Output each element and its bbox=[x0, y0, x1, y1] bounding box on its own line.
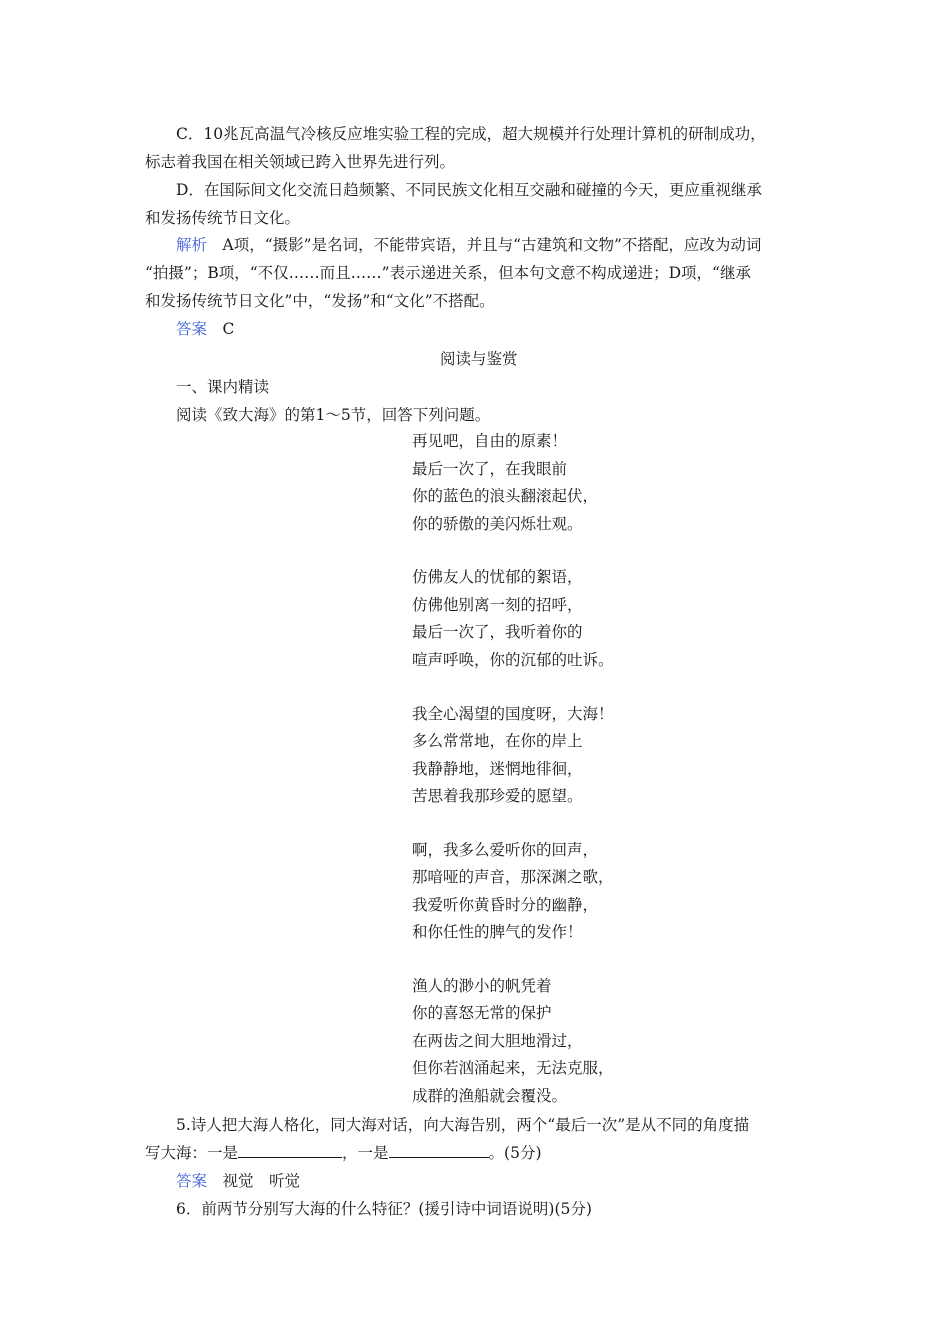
poem-line: 多么常常地，在你的岸上 bbox=[412, 732, 583, 750]
poem-line: 但你若汹涌起来，无法克服， bbox=[412, 1059, 614, 1077]
poem-line: 喧声呼唤，你的沉郁的吐诉。 bbox=[412, 651, 614, 669]
analysis-text-1: A项，“摄影”是名词，不能带宾语，并且与“古建筑和文物”不搭配，应改为动词 bbox=[222, 236, 762, 254]
section-title: 阅读与鉴赏 bbox=[440, 350, 518, 368]
poem-line: 渔人的渺小的帆凭着 bbox=[412, 977, 552, 995]
section-subtitle: 一、课内精读 bbox=[176, 378, 270, 396]
question-5-text-b: ，一是 bbox=[342, 1144, 389, 1162]
answer-blank-1 bbox=[238, 1143, 342, 1158]
question-5-text-c: 。(5分) bbox=[488, 1144, 542, 1162]
poem-line: 再见吧，自由的原素！ bbox=[412, 432, 568, 450]
poem-line: 那喑哑的声音，那深渊之歌， bbox=[412, 868, 614, 886]
option-c-line-1: C．10兆瓦高温气冷核反应堆实验工程的完成，超大规模并行处理计算机的研制成功， bbox=[176, 125, 766, 143]
option-d-line-2: 和发扬传统节日文化。 bbox=[145, 209, 301, 227]
answer-2-value: 视觉 听觉 bbox=[222, 1172, 301, 1190]
option-c-line-2: 标志着我国在相关领域已跨入世界先进行列。 bbox=[145, 153, 456, 171]
question-5-line-2 bbox=[145, 1143, 542, 1163]
poem-line: 我静静地，迷惘地徘徊， bbox=[412, 760, 583, 778]
poem-line: 仿佛他别离一刻的招呼， bbox=[412, 596, 583, 614]
poem-line: 最后一次了，我听着你的 bbox=[412, 623, 583, 641]
reading-instruction: 阅读《致大海》的第1～5节，回答下列问题。 bbox=[176, 406, 491, 424]
poem-line: 我全心渴望的国度呀，大海！ bbox=[412, 705, 614, 723]
answer-2-label: 答案 bbox=[176, 1172, 208, 1190]
option-d-line-1: D．在国际间文化交流日趋频繁、不同民族文化相互交融和碰撞的今天，更应重视继承 bbox=[176, 181, 762, 199]
poem-line: 啊，我多么爱听你的回声， bbox=[412, 841, 599, 859]
question-6: 6．前两节分别写大海的什么特征？(援引诗中词语说明)(5分) bbox=[176, 1200, 592, 1218]
question-5-line-1: 5.诗人把大海人格化，同大海对话，向大海告别，两个“最后一次”是从不同的角度描 bbox=[176, 1116, 750, 1134]
answer-1-value: C bbox=[222, 320, 235, 338]
poem-line: 在两齿之间大胆地滑过， bbox=[412, 1032, 583, 1050]
answer-2 bbox=[176, 1171, 300, 1191]
poem-line: 你的骄傲的美闪烁壮观。 bbox=[412, 515, 583, 533]
answer-1 bbox=[176, 319, 234, 339]
analysis-line-1 bbox=[176, 235, 761, 255]
answer-1-label: 答案 bbox=[176, 320, 208, 338]
question-5-text-a: 写大海：一是 bbox=[145, 1144, 239, 1162]
poem-line: 和你任性的脾气的发作！ bbox=[412, 923, 583, 941]
answer-blank-2 bbox=[389, 1143, 489, 1158]
analysis-line-3: 和发扬传统节日文化”中，“发扬”和“文化”不搭配。 bbox=[145, 292, 495, 310]
analysis-label: 解析 bbox=[176, 236, 208, 254]
poem-line: 我爱听你黄昏时分的幽静， bbox=[412, 896, 599, 914]
poem-line: 成群的渔船就会覆没。 bbox=[412, 1087, 568, 1105]
analysis-line-2: “拍摄”；B项，“不仅……而且……”表示递进关系，但本句文意不构成递进；D项，“继承 bbox=[145, 264, 751, 282]
poem-line: 苦思着我那珍爱的愿望。 bbox=[412, 787, 583, 805]
poem-line: 你的蓝色的浪头翻滚起伏， bbox=[412, 487, 599, 505]
poem-line: 你的喜怒无常的保护 bbox=[412, 1004, 552, 1022]
poem-line: 仿佛友人的忧郁的絮语， bbox=[412, 568, 583, 586]
poem-line: 最后一次了，在我眼前 bbox=[412, 460, 568, 478]
